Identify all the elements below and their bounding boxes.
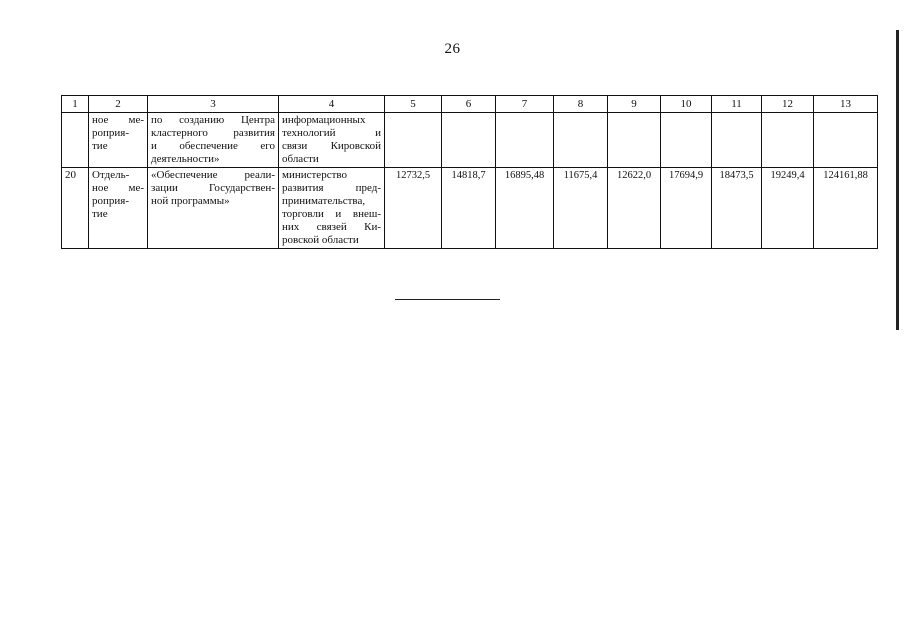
column-header: 6 bbox=[442, 96, 496, 113]
value-cell: 19249,4 bbox=[762, 168, 814, 249]
column-header: 9 bbox=[608, 96, 661, 113]
value-cell: 124161,88 bbox=[814, 168, 878, 249]
text-line: «Обеспечение реали- bbox=[151, 169, 275, 181]
value-cell: 16895,48 bbox=[496, 168, 554, 249]
text-line: ровской области bbox=[282, 234, 359, 246]
column-header: 2 bbox=[89, 96, 148, 113]
margin-rule bbox=[896, 30, 899, 330]
column-header: 12 bbox=[762, 96, 814, 113]
column-header: 3 bbox=[148, 96, 279, 113]
column-header: 8 bbox=[554, 96, 608, 113]
measure-kind bbox=[89, 113, 148, 168]
text-line: технологий и bbox=[282, 127, 381, 139]
text-line: торговли и внеш- bbox=[282, 208, 381, 220]
column-header: 4 bbox=[279, 96, 385, 113]
value-cell: 14818,7 bbox=[442, 168, 496, 249]
row-index bbox=[62, 113, 89, 168]
text-line: тие bbox=[92, 208, 108, 220]
value-cell: 18473,5 bbox=[712, 168, 762, 249]
measures-table bbox=[61, 95, 878, 249]
text-line: них связей Ки- bbox=[282, 221, 381, 233]
value-cell: 12622,0 bbox=[608, 168, 661, 249]
header-row bbox=[62, 96, 878, 113]
column-header: 1 bbox=[62, 96, 89, 113]
text-line: роприя- bbox=[92, 127, 129, 139]
table-row bbox=[62, 168, 878, 249]
text-line: ное ме- bbox=[92, 182, 144, 194]
text-line: деятельности» bbox=[151, 153, 220, 165]
column-header: 5 bbox=[385, 96, 442, 113]
value-cell bbox=[385, 113, 442, 168]
text-line: информационных bbox=[282, 114, 366, 126]
text-line: кластерного развития bbox=[151, 127, 275, 139]
text-line: ное ме- bbox=[92, 114, 144, 126]
text-line: по созданию Центра bbox=[151, 114, 275, 126]
value-cell bbox=[554, 113, 608, 168]
value-cell bbox=[814, 113, 878, 168]
value-cell: 12732,5 bbox=[385, 168, 442, 249]
table-row bbox=[62, 113, 878, 168]
text-line: роприя- bbox=[92, 195, 129, 207]
executor bbox=[279, 113, 385, 168]
executor bbox=[279, 168, 385, 249]
column-header: 10 bbox=[661, 96, 712, 113]
end-divider-line bbox=[395, 299, 500, 300]
column-header: 11 bbox=[712, 96, 762, 113]
text-line: развития пред- bbox=[282, 182, 381, 194]
text-line: тие bbox=[92, 140, 108, 152]
text-line: связи Кировской bbox=[282, 140, 381, 152]
value-cell bbox=[762, 113, 814, 168]
measure-name bbox=[148, 168, 279, 249]
value-cell bbox=[442, 113, 496, 168]
text-line: министерство bbox=[282, 169, 348, 181]
measure-name bbox=[148, 113, 279, 168]
value-cell: 11675,4 bbox=[554, 168, 608, 249]
text-line: области bbox=[282, 153, 319, 165]
text-line: принимательства, bbox=[282, 195, 366, 207]
value-cell bbox=[608, 113, 661, 168]
page-number: 26 bbox=[444, 41, 461, 57]
row-index: 20 bbox=[62, 168, 89, 249]
text-line: зации Государствен- bbox=[151, 182, 275, 194]
value-cell bbox=[661, 113, 712, 168]
measure-kind bbox=[89, 168, 148, 249]
column-header: 7 bbox=[496, 96, 554, 113]
text-line: Отдель- bbox=[92, 169, 130, 181]
value-cell bbox=[712, 113, 762, 168]
value-cell: 17694,9 bbox=[661, 168, 712, 249]
text-line: и обеспечение его bbox=[151, 140, 275, 152]
value-cell bbox=[496, 113, 554, 168]
column-header: 13 bbox=[814, 96, 878, 113]
text-line: ной программы» bbox=[151, 195, 230, 207]
